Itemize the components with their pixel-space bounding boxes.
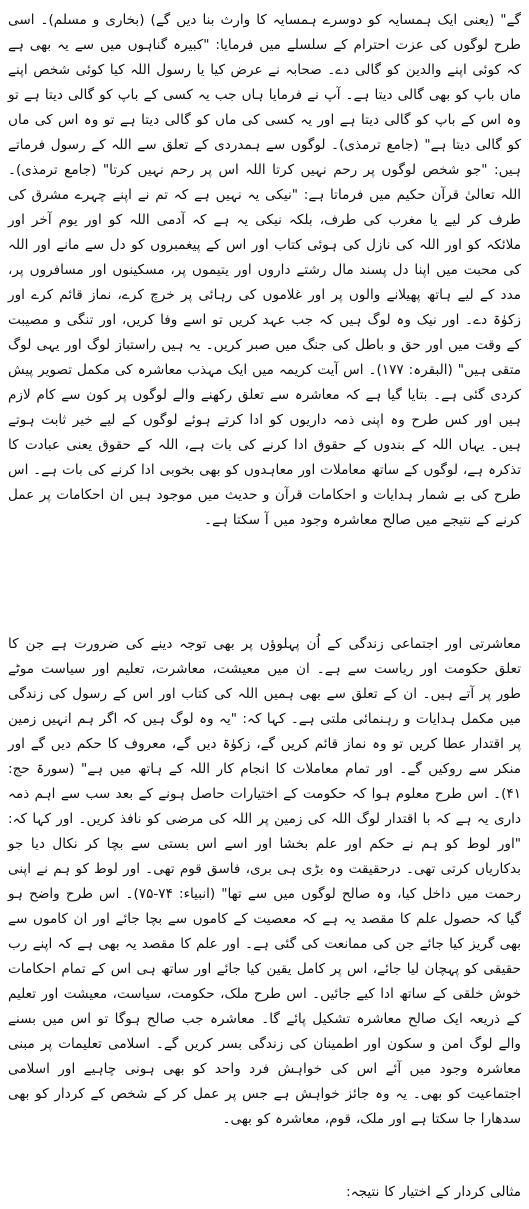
paragraph-neighbor-rights: گے" (یعنی ایک ہمسایہ کو دوسرے ہمسایہ کا وارث بنا دیں گے) (بخاری و مسلم)۔ اسی طرح لوگوں کی عزت احترام کے سلسلے میں فرمایا: "کبیرہ گناہوں میں سے یہ بھی ہے کہ کوئی اپنے والدین کو گالی دے۔ صحابہ نے عرض کیا یا رسول اللہ کیا کوئی شخص اپنے ماں باپ کو بھی گالی دیتا ہے۔ آپ نے فرمایا ہاں جب یہ کسی کے باپ کو گالی دیتا ہے تو وہ اس کے باپ کو گالی دیتا ہے اور یہ کسی کی ماں کو گالی دیتا ہے تو وہ اس کی ماں کو گالی دیتا ہے" (جامع ترمذی)۔ لوگوں سے ہمدردی کے تعلق سے اللہ کے رسول فرماتے ہیں: "جو شخص لوگوں پر رحم نہیں کرتا اللہ اس پر رحم نہیں کرتا" (جامع ترمذی)۔ اللہ تعالیٰ قرآن حکیم میں فرماتا ہے: "نیکی یہ نہیں ہے کہ تم نے اپنے چہرے مشرق کی طرف کر لیے یا مغرب کی طرف، بلکہ نیکی یہ ہے کہ آدمی اللہ کو اور یوم آخر اور ملائکہ کو اور اللہ کی نازل کی ہوئی کتاب اور اس کے پیغمبروں کو دل سے مانے اور اللہ کی محبت میں اپنا دل پسند مال رشتے داروں اور یتیموں پر، مسکینوں اور مسافروں پر، مدد کے لیے ہاتھ پھیلانے والوں پر اور غلاموں کی رہائی پر خرچ کرے، نماز قائم کرے اور زکوٰۃ دے۔ اور نیک وہ لوگ ہیں کہ جب عہد کریں تو اسے وفا کریں، اور تنگی و مصیبت کے وقت میں اور حق و باطل کی جنگ میں صبر کریں۔ یہ ہیں راستباز لوگ اور یہی لوگ متقی ہیں" (البقرہ: ۱۷۷)۔ اس آیت کریمہ میں ایک مہذب معاشرہ کی مکمل تصویر پیش کردی گئی ہے۔ بتایا گیا ہے کہ معاشرہ سے تعلق رکھنے والے لوگوں پر کون سے کام لازم ہیں اور کس طرح وہ اپنی ذمہ داریوں کو ادا کرتے ہوئے لوگوں کے لیے خیر ثابت ہوتے ہیں۔ یہاں اللہ کے بندوں کے حقوق ادا کرنے کی بات ہے، اللہ کے حقوق یعنی عبادت کا تذکرہ ہے، لوگوں کے ساتھ معاملات اور معاہدوں کو بھی بخوبی ادا کرنے کی بات ہے۔ اس طرح کی بے شمار ہدایات و احکامات قرآن و حدیث میں موجود ہیں ان احکامات پر عمل کرنے کے نتیجے میں صالح معاشرہ وجود میں آ سکتا ہے۔ xyxy=(8,12,521,528)
paragraph-society-governance: معاشرتی اور اجتماعی زندگی کے اُن پہلوؤں پر بھی توجہ دینے کی ضرورت ہے جن کا تعلق حکومت اور ریاست سے ہے۔ ان میں معیشت، معاشرت، تعلیم اور سیاست موٹے طور پر آتے ہیں۔ ان کے تعلق سے بھی ہمیں اللہ کی کتاب اور اس کے رسول کی زندگی میں مکمل ہدایات و رہنمائی ملتی ہے۔ کہا کہ: "یہ وہ لوگ ہیں کہ اگر ہم انہیں زمین پر اقتدار عطا کریں تو وہ نماز قائم کریں گے، زکوٰۃ دیں گے، معروف کا حکم دیں گے اور منکر سے روکیں گے۔ اور تمام معاملات کا انجام کار اللہ کے ہاتھ میں ہے" (سورۃ حج: ۴۱)۔ اس طرح معلوم ہوا کہ حکومت کے اختیارات حاصل ہونے کے بعد سب سے اہم ذمہ داری یہ ہے کہ با اقتدار لوگ اللہ کی زمین پر اللہ کی مرضی کو نافذ کریں۔ اور کہا کہ: "اور لوط کو ہم نے حکم اور علم بخشا اور اسے اس بستی سے بچا کر نکال دیا جو بدکاریاں کرتی تھی۔ درحقیقت وہ بڑی ہی بری، فاسق قوم تھی۔ اور لوط کو ہم نے اپنی رحمت میں داخل کیا، وہ صالح لوگوں میں سے تھا" (انبیاء: ۷۴-۷۵)۔ اس طرح واضح ہو گیا کہ حصول علم کا مقصد یہ ہے کہ معصیت کے کاموں سے بچا جائے اور ان کاموں سے بھی گریز کیا جائے جن کی ممانعت کی گئی ہے۔ اور علم کا مقصد یہ بھی ہے کہ اپنے رب حقیقی کو پہچان لیا جائے، اس پر کامل یقین کیا جائے اور ساتھ ہی اس کے تمام احکامات خوش خلقی کے ساتھ ادا کیے جائیں۔ اس طرح ملک، حکومت، سیاست، معیشت اور تعلیم کے ذریعہ ایک صالح معاشرہ تشکیل پائے گا۔ معاشرہ جب صالح ہوگا تو اس میں بسنے والے لوگ امن و سکون اور اطمینان کی زندگی بسر کریں گے۔ اسلامی تعلیمات پر مبنی معاشرہ وجود میں آئے اس کی خواہش فرد واحد کو بھی ہونی چاہیے اور اسلامی اجتماعیت کو بھی۔ یہ وہ جائز خواہش ہے جس پر عمل کر کے شخص کے کردار کو بھی سدھارا جا سکتا ہے اور ملک، قوم، معاشرہ کو بھی۔ xyxy=(8,636,521,1127)
section-heading-ideal-character: مثالی کردار کے اختیار کا نتیجہ: xyxy=(346,1184,521,1200)
